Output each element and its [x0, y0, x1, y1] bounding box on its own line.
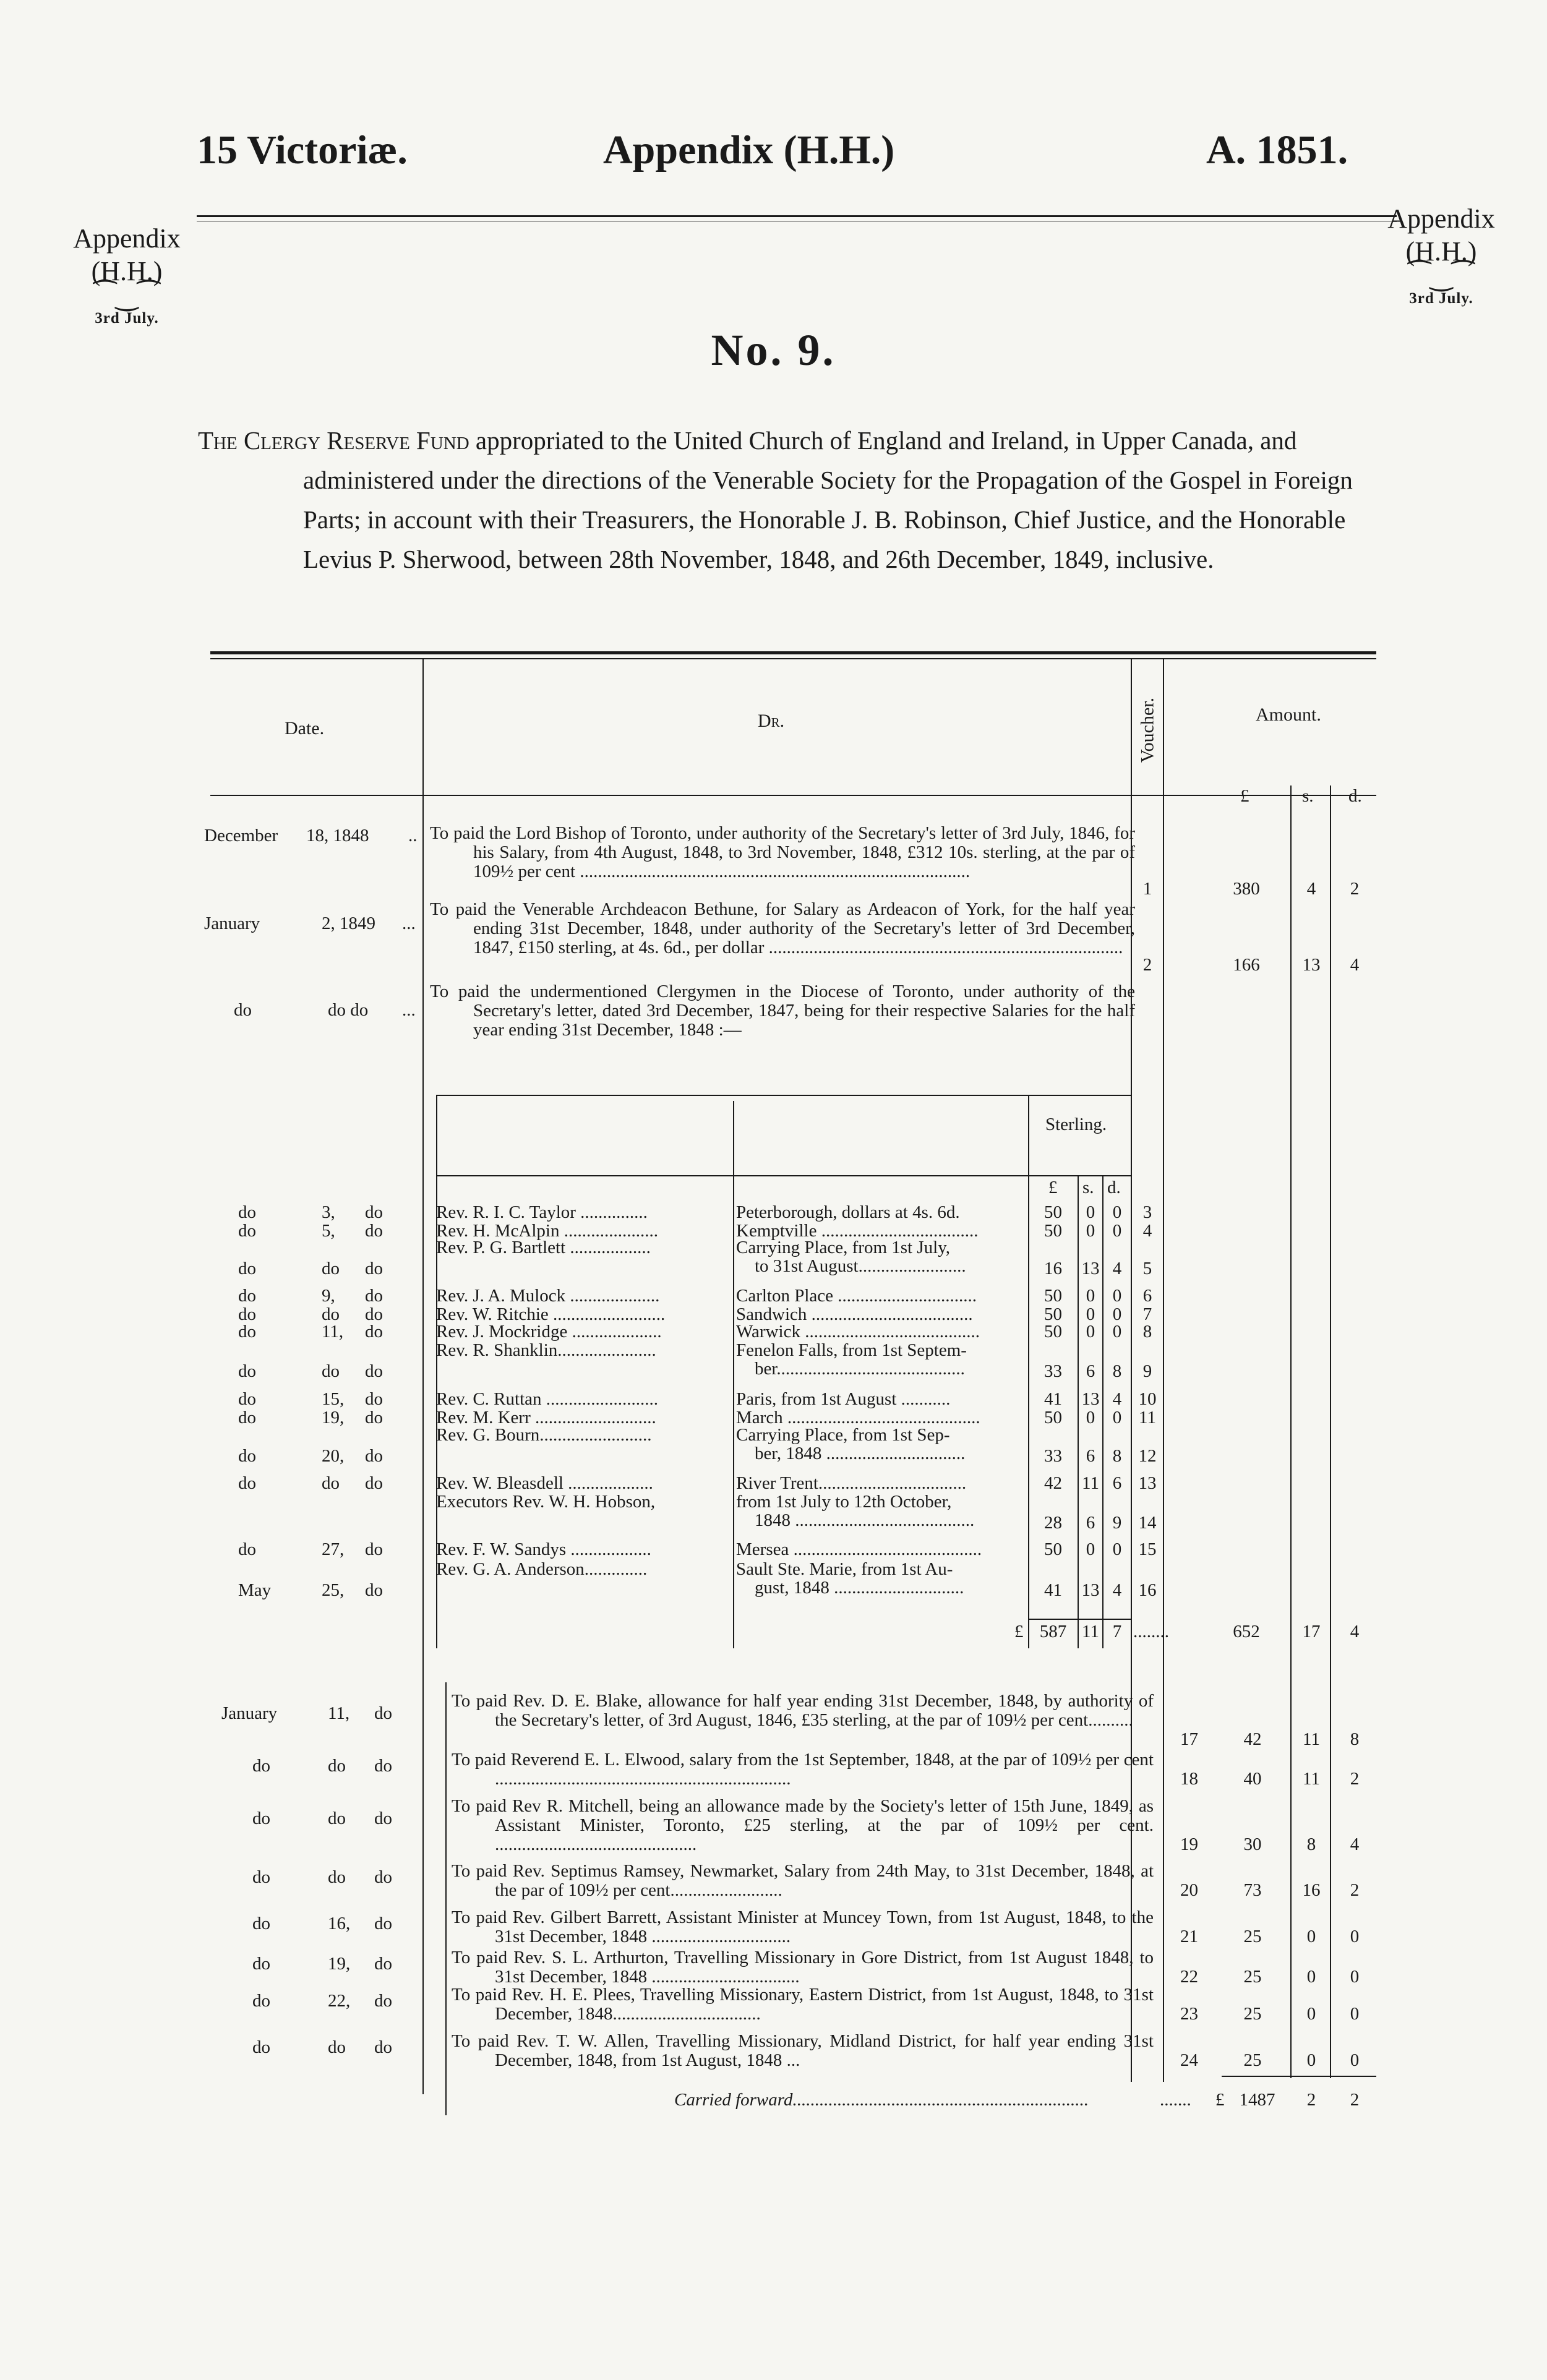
clergy-pounds: 50: [1044, 1408, 1062, 1428]
clergy-place: Carlton Place ...............................: [736, 1286, 977, 1306]
subtotal-shillings: 11: [1082, 1622, 1099, 1642]
entry-month: do: [252, 1809, 270, 1828]
clergy-day-do: do: [365, 1286, 383, 1306]
header-pence: d.: [1348, 786, 1362, 806]
entry-day-do: do: [374, 1914, 392, 1933]
entry-day: 18, 1848: [306, 826, 369, 845]
entry-voucher: 22: [1180, 1967, 1198, 1987]
entry-voucher: 19: [1180, 1834, 1198, 1854]
entry-description-text: To paid Rev. T. W. Allen, Travelling Missionary, Midland District, for half year ending 31st December, 1848, from 1st August, 1848 ...: [452, 2031, 1154, 2070]
clergy-place: Sault Ste. Marie, from 1st Au-: [736, 1560, 953, 1579]
clergy-month: do: [238, 1389, 256, 1409]
clergy-place: Carrying Place, from 1st Sep-: [736, 1426, 950, 1445]
entry-description: [452, 1948, 1154, 1987]
document-number-title: No. 9.: [711, 325, 836, 375]
clergy-shillings: 0: [1086, 1221, 1095, 1241]
header-voucher: Voucher.: [1137, 697, 1158, 763]
clergy-day-do: do: [365, 1221, 383, 1241]
entry-description: [452, 1797, 1154, 1854]
entry-month: January: [204, 914, 260, 933]
clergy-day-do: do: [365, 1539, 383, 1559]
clergy-pence: 0: [1112, 1408, 1122, 1428]
margin-note-right: [1367, 203, 1515, 308]
clergy-voucher: 14: [1138, 1513, 1157, 1533]
entry-day: do: [328, 1756, 346, 1776]
clergy-name: Rev. R. Shanklin......................: [436, 1341, 656, 1360]
clergy-month: do: [238, 1286, 256, 1306]
clergy-shillings: 11: [1082, 1473, 1099, 1493]
entry-day: 19,: [328, 1954, 351, 1974]
entry-day-do: do: [374, 2037, 392, 2057]
entry-amount-pounds: 25: [1243, 1927, 1262, 1946]
header-amount: Amount.: [1256, 704, 1321, 725]
col-divider-shilling: [1290, 785, 1292, 2078]
clergy-pounds: 16: [1044, 1259, 1062, 1278]
subtable-header-shilling: s.: [1082, 1178, 1094, 1197]
clergy-name: Rev. W. Bleasdell ...................: [436, 1474, 653, 1493]
clergy-shillings: 13: [1081, 1580, 1100, 1600]
carried-rule-pence: [1330, 2076, 1376, 2077]
clergy-day-do: do: [365, 1389, 383, 1409]
entry-month: do: [252, 1756, 270, 1776]
header-pound: £: [1240, 786, 1249, 806]
entry-amount-pence: 8: [1350, 1729, 1360, 1749]
clergy-place: Warwick .......................................: [736, 1322, 980, 1342]
clergy-month: do: [238, 1304, 256, 1324]
entry-amount-pence: 0: [1350, 2050, 1360, 2070]
carried-forward-pound-sign: £: [1215, 2090, 1225, 2110]
entry-day-do: do: [374, 1954, 392, 1974]
clergy-pence: 0: [1112, 1202, 1122, 1222]
entry-day-do: do: [374, 1867, 392, 1887]
clergy-shillings: 0: [1086, 1408, 1095, 1428]
clergy-place: Kemptville ...................................: [736, 1222, 979, 1241]
entry-month: do: [252, 1867, 270, 1887]
clergy-name: Rev. G. A. Anderson..............: [436, 1560, 648, 1579]
entry-amount-pence: 0: [1350, 1927, 1360, 1946]
clergy-voucher: 9: [1142, 1361, 1152, 1381]
clergy-pounds: 42: [1044, 1473, 1062, 1493]
entry-amount-shillings: 0: [1306, 1967, 1316, 1987]
clergy-pounds: 41: [1044, 1389, 1062, 1409]
clergy-voucher: 15: [1138, 1539, 1157, 1559]
entry-day-do: do: [374, 1991, 392, 2011]
subtotal-pence: 7: [1112, 1622, 1122, 1642]
clergy-day: do: [322, 1304, 340, 1324]
entry-description: [452, 1750, 1154, 1789]
entry-voucher: 18: [1180, 1769, 1198, 1789]
entry-amount-pence: 4: [1350, 1834, 1360, 1854]
clergy-month: do: [238, 1221, 256, 1241]
entry-lead: ...: [402, 914, 416, 933]
subtotal-dots: ........: [1133, 1622, 1169, 1642]
entry-voucher: 23: [1180, 2004, 1198, 2024]
clergy-month: do: [238, 1361, 256, 1381]
entry-amount-pence: 2: [1350, 879, 1360, 899]
clergy-day: do: [322, 1473, 340, 1493]
entry-amount-pounds: 25: [1243, 1967, 1262, 1987]
entry-description-text: To paid the Venerable Archdeacon Bethune, for Salary as Ardeacon of York, for the half year ending 31st December, 1848, under authority of the Secretary's letter of 3rd December, 1847, £150 sterling, at 4s. 6d., per dollar ...............................................................................: [430, 899, 1135, 957]
clergy-pence: 0: [1112, 1322, 1122, 1342]
entry-description-text: To paid Rev. H. E. Plees, Travelling Missionary, Eastern District, from 1st August, 1848, to 31st December, 1848.................................: [452, 1985, 1154, 2024]
entry-description: [452, 1985, 1154, 2024]
margin-note-left: [59, 223, 195, 328]
entry-day-do: do: [374, 1756, 392, 1776]
clergy-voucher: 13: [1138, 1473, 1157, 1493]
clergy-name: Rev. R. I. C. Taylor ...............: [436, 1203, 648, 1222]
header-shilling: s.: [1302, 786, 1314, 806]
entry-month: do: [252, 2037, 270, 2057]
entry-voucher: 17: [1180, 1729, 1198, 1749]
clergy-place: Mersea ..........................................: [736, 1540, 982, 1559]
header-rule: [197, 215, 1397, 217]
clergy-day-do: do: [365, 1408, 383, 1428]
entry-amount-pence: 0: [1350, 1967, 1360, 1987]
clergy-voucher: 11: [1139, 1408, 1156, 1428]
clergy-place-continued: to 31st August........................: [755, 1257, 966, 1276]
clergy-day-do: do: [365, 1473, 383, 1493]
subtotal-amount-shillings: 17: [1302, 1622, 1321, 1642]
entry-voucher: 2: [1142, 955, 1152, 975]
clergy-pounds: 28: [1044, 1513, 1062, 1533]
clergy-place-continued: ber, 1848 ...............................: [755, 1444, 966, 1463]
entry-amount-pence: 2: [1350, 1880, 1360, 1900]
subtable-divider-place: [1028, 1095, 1029, 1648]
entry-amount-shillings: 0: [1306, 1927, 1316, 1946]
clergy-pounds: 50: [1044, 1202, 1062, 1222]
clergy-name: Executors Rev. W. H. Hobson,: [436, 1492, 656, 1512]
entry-amount-shillings: 13: [1302, 955, 1321, 975]
entry-amount-pounds: 73: [1243, 1880, 1262, 1900]
entry-description: [452, 1908, 1154, 1946]
entry-description-text: To paid Rev. Septimus Ramsey, Newmarket, Salary from 24th May, to 31st December, 1848, at the par of 109½ per cent.........................: [452, 1861, 1154, 1900]
clergy-pounds: 50: [1044, 1304, 1062, 1324]
header-rule-thin: [197, 221, 1397, 222]
clergy-shillings: 0: [1086, 1202, 1095, 1222]
clergy-place-continued: gust, 1848 .............................: [755, 1578, 964, 1598]
clergy-pence: 4: [1112, 1580, 1122, 1600]
clergy-pence: 0: [1112, 1286, 1122, 1306]
running-header-left: 15 Victoriæ.: [197, 127, 408, 173]
swash-ornament-icon: ⁀‿⁀: [1408, 260, 1475, 291]
clergy-day: 11,: [322, 1322, 344, 1342]
subtable-header-pound: £: [1048, 1178, 1058, 1197]
entry-description: [430, 824, 1135, 881]
clergy-pounds: 50: [1044, 1221, 1062, 1241]
clergy-day-do: do: [365, 1202, 383, 1222]
clergy-place: Peterborough, dollars at 4s. 6d.: [736, 1203, 960, 1222]
clergy-month: do: [238, 1259, 256, 1278]
clergy-day: 20,: [322, 1446, 345, 1466]
entry-month: December: [204, 826, 278, 845]
entry-day: 16,: [328, 1914, 351, 1933]
bottom-entries-left-line: [445, 1682, 447, 2115]
clergy-month: do: [238, 1322, 256, 1342]
clergy-place-continued: 1848 ........................................: [755, 1511, 975, 1530]
clergy-name: Rev. C. Ruttan .........................: [436, 1390, 659, 1409]
clergy-day-do: do: [365, 1446, 383, 1466]
entry-month: January: [221, 1703, 278, 1723]
clergy-shillings: 6: [1086, 1513, 1095, 1533]
clergy-shillings: 6: [1086, 1446, 1095, 1466]
clergy-day: 15,: [322, 1389, 345, 1409]
entry-day: 22,: [328, 1991, 351, 2011]
clergy-day-do: do: [365, 1259, 383, 1278]
entry-day: 11,: [328, 1703, 350, 1723]
entry-amount-pounds: 42: [1243, 1729, 1262, 1749]
clergy-day-do: do: [365, 1361, 383, 1381]
margin-note-left-sub: (H.H.): [91, 255, 163, 286]
clergy-day: 3,: [322, 1202, 335, 1222]
intro-text: appropriated to the United Church of England and Ireland, in Upper Canada, and administered under the directions of the Venerable Society for the Propagation of the Gospel in Foreign Parts; in account with their Treasurers, the Honorable J. B. Robinson, Chief Justice, and the Honorable Levius P. Sherwood, between 28th November, 1848, and 26th December, 1849, inclusive.: [303, 426, 1353, 573]
entry-lead: ..: [408, 826, 418, 845]
margin-note-left-title: Appendix: [73, 223, 181, 254]
clergy-voucher: 5: [1142, 1259, 1152, 1278]
entry-day: 2, 1849: [322, 914, 375, 933]
clergy-shillings: 0: [1086, 1286, 1095, 1306]
carried-forward-dots: ..................................................................: [792, 2090, 1089, 2110]
clergy-voucher: 3: [1142, 1202, 1152, 1222]
clergy-voucher: 16: [1138, 1580, 1157, 1600]
clergy-day: 19,: [322, 1408, 345, 1428]
carried-forward-dots2: .......: [1160, 2090, 1191, 2110]
entry-voucher: 21: [1180, 1927, 1198, 1946]
subtable-header-rule: [436, 1175, 1132, 1176]
clergy-voucher: 7: [1142, 1304, 1152, 1324]
clergy-place: Carrying Place, from 1st July,: [736, 1238, 951, 1257]
header-date: Date.: [285, 718, 325, 738]
clergy-month: do: [238, 1202, 256, 1222]
clergy-name: Rev. H. McAlpin .....................: [436, 1222, 658, 1241]
col-divider-date: [422, 659, 424, 2094]
header-bottom-rule: [210, 795, 1376, 796]
clergy-pounds: 41: [1044, 1580, 1062, 1600]
col-divider-amount: [1163, 659, 1164, 2082]
entry-day: do: [328, 2037, 346, 2057]
entry-voucher: 24: [1180, 2050, 1198, 2070]
clergy-pence: 8: [1112, 1361, 1122, 1381]
entry-amount-shillings: 0: [1306, 2050, 1316, 2070]
entry-description: [452, 1862, 1154, 1900]
carried-rule-shillings: [1293, 2076, 1330, 2077]
entry-day: do: [328, 1809, 346, 1828]
clergy-place: River Trent.................................: [736, 1474, 967, 1493]
clergy-pence: 6: [1112, 1473, 1122, 1493]
margin-note-right-title: Appendix: [1387, 203, 1495, 234]
entry-description-text: To paid Rev R. Mitchell, being an allowance made by the Society's letter of 15th June, 1849, as Assistant Minister, Toronto, £25 sterling, at the par of 109½ per cent. .............................................: [452, 1796, 1154, 1854]
clergy-voucher: 4: [1142, 1221, 1152, 1241]
entry-amount-shillings: 16: [1302, 1880, 1321, 1900]
clergy-shillings: 13: [1081, 1259, 1100, 1278]
entry-description-text: To paid the undermentioned Clergymen in the Diocese of Toronto, under authority of the Secretary's letter, dated 3rd December, 1847, being for their respective Salaries for the half year ending 31st December, 1848 :—: [430, 982, 1135, 1040]
margin-note-right-sub: (H.H.): [1405, 236, 1477, 267]
entry-amount-pounds: 40: [1243, 1769, 1262, 1789]
entry-description: [452, 1692, 1154, 1730]
entry-month: do: [234, 1000, 252, 1020]
carried-forward-pounds: 1487: [1239, 2090, 1275, 2110]
clergy-month: do: [238, 1539, 256, 1559]
entry-description-text: To paid Rev. D. E. Blake, allowance for half year ending 31st December, 1848, by authority of the Secretary's letter, of 3rd August, 1846, £35 sterling, at the par of 109½ per cent..........: [452, 1691, 1154, 1730]
carried-forward-label: [674, 2091, 1089, 2110]
carried-forward-pence: 2: [1350, 2090, 1360, 2110]
header-dr: Dr.: [758, 711, 785, 731]
entry-amount-shillings: 11: [1303, 1729, 1320, 1749]
clergy-pence: 9: [1112, 1513, 1122, 1533]
clergy-name: Rev. P. G. Bartlett ..................: [436, 1238, 651, 1257]
clergy-name: Rev. G. Bourn.........................: [436, 1426, 652, 1445]
clergy-day: do: [322, 1361, 340, 1381]
margin-note-left-date: 3rd July.: [95, 309, 159, 327]
entry-description: [430, 982, 1135, 1040]
running-header-center: Appendix (H.H.): [603, 127, 895, 173]
clergy-place: March ...........................................: [736, 1408, 980, 1428]
margin-note-right-date: 3rd July.: [1409, 289, 1473, 307]
clergy-voucher: 12: [1138, 1446, 1157, 1466]
entry-description: [430, 900, 1135, 957]
subtable-total-rule: [1028, 1619, 1132, 1620]
entry-day: do do: [328, 1000, 369, 1020]
entry-amount-pence: 0: [1350, 2004, 1360, 2024]
swash-ornament-icon: ⁀‿⁀: [93, 280, 160, 311]
clergy-shillings: 0: [1086, 1322, 1095, 1342]
clergy-pounds: 50: [1044, 1322, 1062, 1342]
clergy-place: Paris, from 1st August ...........: [736, 1390, 951, 1409]
clergy-day: 25,: [322, 1580, 345, 1600]
entry-amount-pounds: 30: [1243, 1834, 1262, 1854]
entry-voucher: 1: [1142, 879, 1152, 899]
subtotal-pounds: 587: [1039, 1622, 1067, 1642]
entry-amount-pence: 2: [1350, 1769, 1360, 1789]
carried-rule-pounds: [1222, 2076, 1293, 2077]
table-top-rule-thin: [210, 658, 1376, 659]
clergy-pence: 0: [1112, 1221, 1122, 1241]
entry-month: do: [252, 1954, 270, 1974]
clergy-day: do: [322, 1259, 340, 1278]
entry-month: do: [252, 1914, 270, 1933]
table-top-rule: [210, 651, 1376, 654]
running-header-right: A. 1851.: [1206, 127, 1348, 173]
entry-voucher: 20: [1180, 1880, 1198, 1900]
subtable-divider-name: [733, 1101, 734, 1648]
clergy-shillings: 0: [1086, 1539, 1095, 1559]
clergy-shillings: 6: [1086, 1361, 1095, 1381]
entry-amount-pounds: 166: [1233, 955, 1260, 975]
col-divider-pence: [1330, 785, 1331, 2078]
clergy-voucher: 10: [1138, 1389, 1157, 1409]
clergy-pounds: 33: [1044, 1446, 1062, 1466]
clergy-pence: 8: [1112, 1446, 1122, 1466]
clergy-name: Rev. J. A. Mulock ....................: [436, 1286, 660, 1306]
clergy-month: May: [238, 1580, 272, 1600]
entry-description-text: To paid the Lord Bishop of Toronto, under authority of the Secretary's letter of 3rd July, 1846, for his Salary, from 4th August, 1848, to 3rd November, 1848, £312 10s. sterling, at the par of 109½ per cent .......................................................................................: [430, 823, 1135, 881]
clergy-pence: 4: [1112, 1259, 1122, 1278]
entry-amount-shillings: 8: [1306, 1834, 1316, 1854]
subtotal-amount-pence: 4: [1350, 1622, 1360, 1642]
entry-day-do: do: [374, 1703, 392, 1723]
entry-description: [452, 2032, 1154, 2070]
clergy-pounds: 50: [1044, 1286, 1062, 1306]
clergy-month: do: [238, 1408, 256, 1428]
clergy-place: Sandwich ....................................: [736, 1305, 973, 1324]
clergy-day-do: do: [365, 1304, 383, 1324]
subtable-header-sterling: Sterling.: [1045, 1115, 1107, 1134]
clergy-month: do: [238, 1446, 256, 1466]
intro-lead: The Clergy Reserve Fund: [198, 426, 469, 455]
subtotal-pound-sign: £: [1014, 1622, 1024, 1642]
intro-paragraph: [198, 421, 1379, 579]
clergy-month: do: [238, 1473, 256, 1493]
clergy-voucher: 8: [1142, 1322, 1152, 1342]
clergy-day: 5,: [322, 1221, 335, 1241]
entry-amount-shillings: 11: [1303, 1769, 1320, 1789]
entry-description-text: To paid Rev. Gilbert Barrett, Assistant Minister at Muncey Town, from 1st August, 1848, to the 31st December, 1848 ...............................: [452, 1907, 1154, 1946]
entry-month: do: [252, 1991, 270, 2011]
entry-amount-shillings: 4: [1306, 879, 1316, 899]
subtotal-amount-pounds: 652: [1233, 1622, 1260, 1642]
clergy-name: Rev. J. Mockridge ....................: [436, 1322, 662, 1342]
clergy-day: 9,: [322, 1286, 335, 1306]
clergy-day: 27,: [322, 1539, 345, 1559]
entry-amount-pounds: 25: [1243, 2004, 1262, 2024]
entry-amount-pence: 4: [1350, 955, 1360, 975]
clergy-place: Fenelon Falls, from 1st Septem-: [736, 1341, 967, 1360]
subtable-header-pence: d.: [1107, 1178, 1121, 1197]
clergy-pence: 0: [1112, 1539, 1122, 1559]
clergy-voucher: 6: [1142, 1286, 1152, 1306]
clergy-pence: 4: [1112, 1389, 1122, 1409]
clergy-pounds: 50: [1044, 1539, 1062, 1559]
entry-description-text: To paid Rev. S. L. Arthurton, Travelling Missionary in Gore District, from 1st August 1848, to 31st December, 1848 .................................: [452, 1948, 1154, 1987]
entry-amount-pounds: 25: [1243, 2050, 1262, 2070]
entry-description-text: To paid Reverend E. L. Elwood, salary from the 1st September, 1848, at the par of 109½ per cent ..................................................................: [452, 1750, 1154, 1789]
clergy-day-do: do: [365, 1580, 383, 1600]
carried-forward-text: Carried forward: [674, 2090, 793, 2110]
entry-day-do: do: [374, 1809, 392, 1828]
clergy-place-continued: ber..........................................: [755, 1359, 965, 1379]
clergy-place: from 1st July to 12th October,: [736, 1492, 952, 1512]
clergy-shillings: 0: [1086, 1304, 1095, 1324]
entry-lead: ...: [402, 1000, 416, 1020]
clergy-pence: 0: [1112, 1304, 1122, 1324]
clergy-day-do: do: [365, 1322, 383, 1342]
clergy-name: Rev. F. W. Sandys ..................: [436, 1540, 651, 1559]
clergy-pounds: 33: [1044, 1361, 1062, 1381]
clergy-name: Rev. W. Ritchie .........................: [436, 1305, 666, 1324]
carried-forward-shillings: 2: [1306, 2090, 1316, 2110]
clergy-shillings: 13: [1081, 1389, 1100, 1409]
clergy-name: Rev. M. Kerr ...........................: [436, 1408, 656, 1428]
entry-amount-pounds: 380: [1233, 879, 1260, 899]
entry-day: do: [328, 1867, 346, 1887]
entry-amount-shillings: 0: [1306, 2004, 1316, 2024]
